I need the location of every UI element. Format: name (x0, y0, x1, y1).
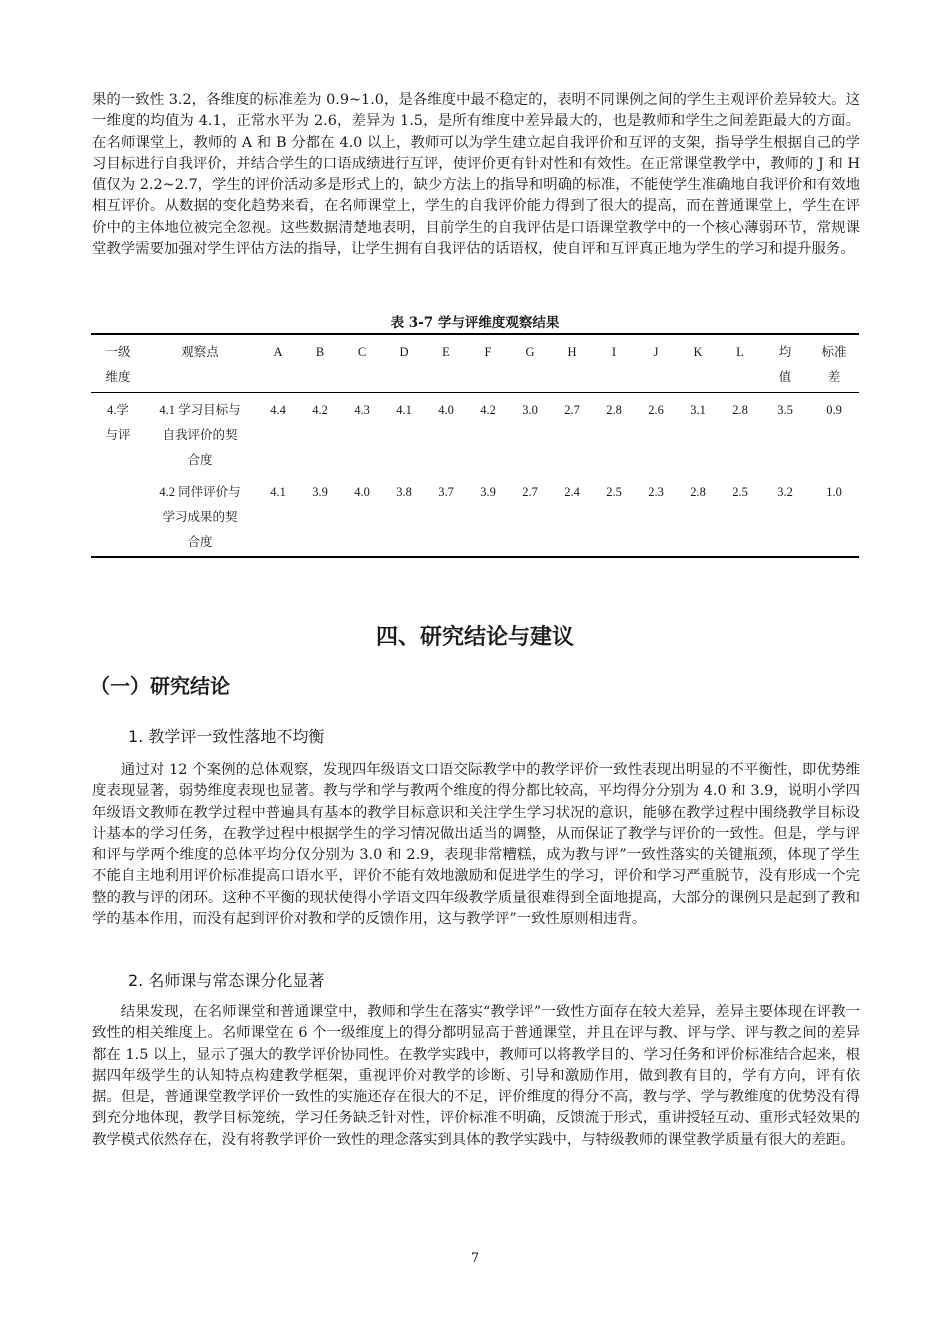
table-cell: 2.7 (564, 403, 580, 417)
table-cell: 4.2 (480, 403, 496, 417)
table-bottom-rule (91, 556, 859, 558)
table-cell: 2.5 (732, 485, 748, 499)
table-cell: 3.0 (522, 403, 538, 417)
table-cell: 3.9 (312, 485, 328, 499)
table-cell: 3.8 (396, 485, 412, 499)
header-col-f: F (484, 345, 492, 359)
header-observation: 观察点 (181, 345, 219, 359)
heading-1: 1. 教学评一致性落地不均衡 (128, 727, 325, 746)
table-caption: 表 3-7 学与评维度观察结果 (390, 315, 560, 331)
page-number: 7 (470, 1251, 480, 1266)
heading-2: 2. 名师课与常态课分化显著 (128, 971, 325, 990)
table-cell: 2.8 (732, 403, 748, 417)
header-col-g: G (525, 345, 535, 359)
row-label: 自我评价的契 (162, 428, 238, 442)
header-col-b: B (315, 345, 325, 359)
row-label: 合度 (187, 535, 213, 549)
header-dimension: 维度 (105, 370, 131, 384)
table-cell: 2.4 (564, 485, 580, 499)
subsection-title: （一）研究结论 (90, 674, 230, 698)
header-dimension: 一级 (105, 345, 131, 359)
header-col-h: H (567, 345, 577, 359)
row-mean: 3.2 (777, 485, 793, 499)
header-col-c: C (357, 345, 367, 359)
section-title: 四、研究结论与建议 (375, 625, 574, 650)
dimension-label: 与评 (105, 428, 131, 442)
table-cell: 3.9 (480, 485, 496, 499)
table-cell: 2.8 (690, 485, 706, 499)
table-cell: 4.1 (396, 403, 412, 417)
table-cell: 2.8 (606, 403, 622, 417)
table-cell: 4.0 (438, 403, 454, 417)
header-col-d: D (399, 345, 409, 359)
paragraph-1: 通过对 12 个案例的总体观察，发现四年级语文口语交际教学中的教学评价一致性表现出明显的不平衡性，即优势维度表现显著，弱势维度表现也显著。教与学和学与教两个维度的得分都比较高，平均得分分别为 4.0 和 3.9，说明小学四年级语文教师在教学过程中普遍具有基本的教学目标意识和关注学生学习状况的意识，能够在教学过程中围绕教学目标设计基本的学习任务，在教学过程中根据学生的学习情况做出适当的调整，从而保证了教学与评价的一致性。但是，学与评和评与学两个维度的总体平均分仅分别为 3.0 和 2.9，表现非常糟糕，成为教与评”一致性落实的关键瓶颈，体现了学生不能自主地利用评价标准提高口语水平，评价不能有效地激励和促进学生的学习，评价和学习严重脱节，没有形成一个完整的教与评的闭环。这种不平衡的现状使得小学语文四年级教学质量很难得到全面地提高，大部分的课例只是起到了教和学的基本作用，而没有起到评价对教和学的反馈作用，这与教学评”一致性原则相违背。 (92, 762, 860, 928)
row-label: 学习成果的契 (162, 510, 238, 524)
header-mean: 均 (778, 345, 792, 359)
header-col-i: I (611, 345, 617, 359)
table-cell: 4.3 (354, 403, 370, 417)
header-sd: 标准 (821, 345, 847, 359)
paragraph-continuation: 果的一致性 3.2，各维度的标准差为 0.9~1.0，是各维度中最不稳定的，表明不同课例之间的学生主观评价差异较大。这一维度的均值为 4.1，正常水平为 2.6，差异为 1.5，是所有维度中差异最大的，也是教师和学生之间差距最大的方面。在名师课堂上，教师的 A 和 B 分都在 4.0 以上，教师可以为学生建立起自我评价和互评的支架，指导学生根据自己的学习目标进行自我评价，并结合学生的口语成绩进行互评，使评价更有针对性和有效性。在正常课堂教学中，教师的 J 和 H 值仅为 2.2~2.7，学生的评价活动多是形式上的，缺少方法上的指导和明确的标准，不能使学生准确地自我评价和有效地相互评价。从数据的变化趋势来看，在名师课堂上，学生的自我评价能力得到了很大的提高，而在普通课堂上，学生在评价中的主体地位被完全忽视。这些数据清楚地表明，目前学生的自我评估是口语课堂教学中的一个核心薄弱环节，常规课堂教学需要加强对学生评估方法的指导，让学生拥有自我评估的话语权，使自评和互评真正地为学生的学习和提升服务。 (92, 92, 860, 258)
header-col-a: A (273, 345, 283, 359)
table-cell: 2.7 (522, 485, 538, 499)
header-col-l: L (736, 345, 744, 359)
table-cell: 4.4 (270, 403, 286, 417)
row-label: 4.1 学习目标与 (159, 403, 241, 417)
row-sd: 1.0 (826, 485, 842, 499)
dimension-label: 4.学 (107, 403, 129, 417)
table-top-rule (91, 333, 859, 335)
header-sd: 差 (827, 370, 841, 384)
table-cell: 2.5 (606, 485, 622, 499)
row-sd: 0.9 (826, 403, 842, 417)
table-cell: 3.7 (438, 485, 454, 499)
table-cell: 2.6 (648, 403, 664, 417)
table-header-rule (91, 392, 859, 393)
header-mean: 值 (778, 370, 792, 384)
table-cell: 2.3 (648, 485, 664, 499)
table-cell: 4.2 (312, 403, 328, 417)
row-label: 4.2 同伴评价与 (159, 485, 241, 499)
header-col-k: K (693, 345, 703, 359)
header-col-j: J (653, 345, 659, 359)
table-cell: 4.0 (354, 485, 370, 499)
header-col-e: E (442, 345, 450, 359)
row-mean: 3.5 (777, 403, 793, 417)
paragraph-2: 结果发现，在名师课堂和普通课堂中，教师和学生在落实“教学评”一致性方面存在较大差异，差异主要体现在评教一致性的相关维度上。名师课堂在 6 个一级维度上的得分都明显高于普通课堂，并且在评与教、评与学、评与教之间的差异都在 1.5 以上，显示了强大的教学评价协同性。在教学实践中，教师可以将教学目的、学习任务和评价标准结合起来，根据四年级学生的认知特点构建教学框架，重视评价对教学的诊断、引导和激励作用，做到教有目的，学有方向，评有依据。但是，普通课堂教学评价一致性的实施还存在很大的不足，评价维度的得分不高，教与学、学与教维度的优势没有得到充分地体现，教学目标笼统，学习任务缺乏针对性，评价标准不明确，反馈流于形式，重讲授轻互动、重形式轻效果的教学模式依然存在，没有将教学评价一致性的理念落实到具体的教学实践中，与特级教师的课堂教学质量有很大的差距。 (92, 1004, 860, 1148)
table-cell: 4.1 (270, 485, 286, 499)
table-cell: 3.1 (690, 403, 706, 417)
row-label: 合度 (187, 453, 213, 467)
